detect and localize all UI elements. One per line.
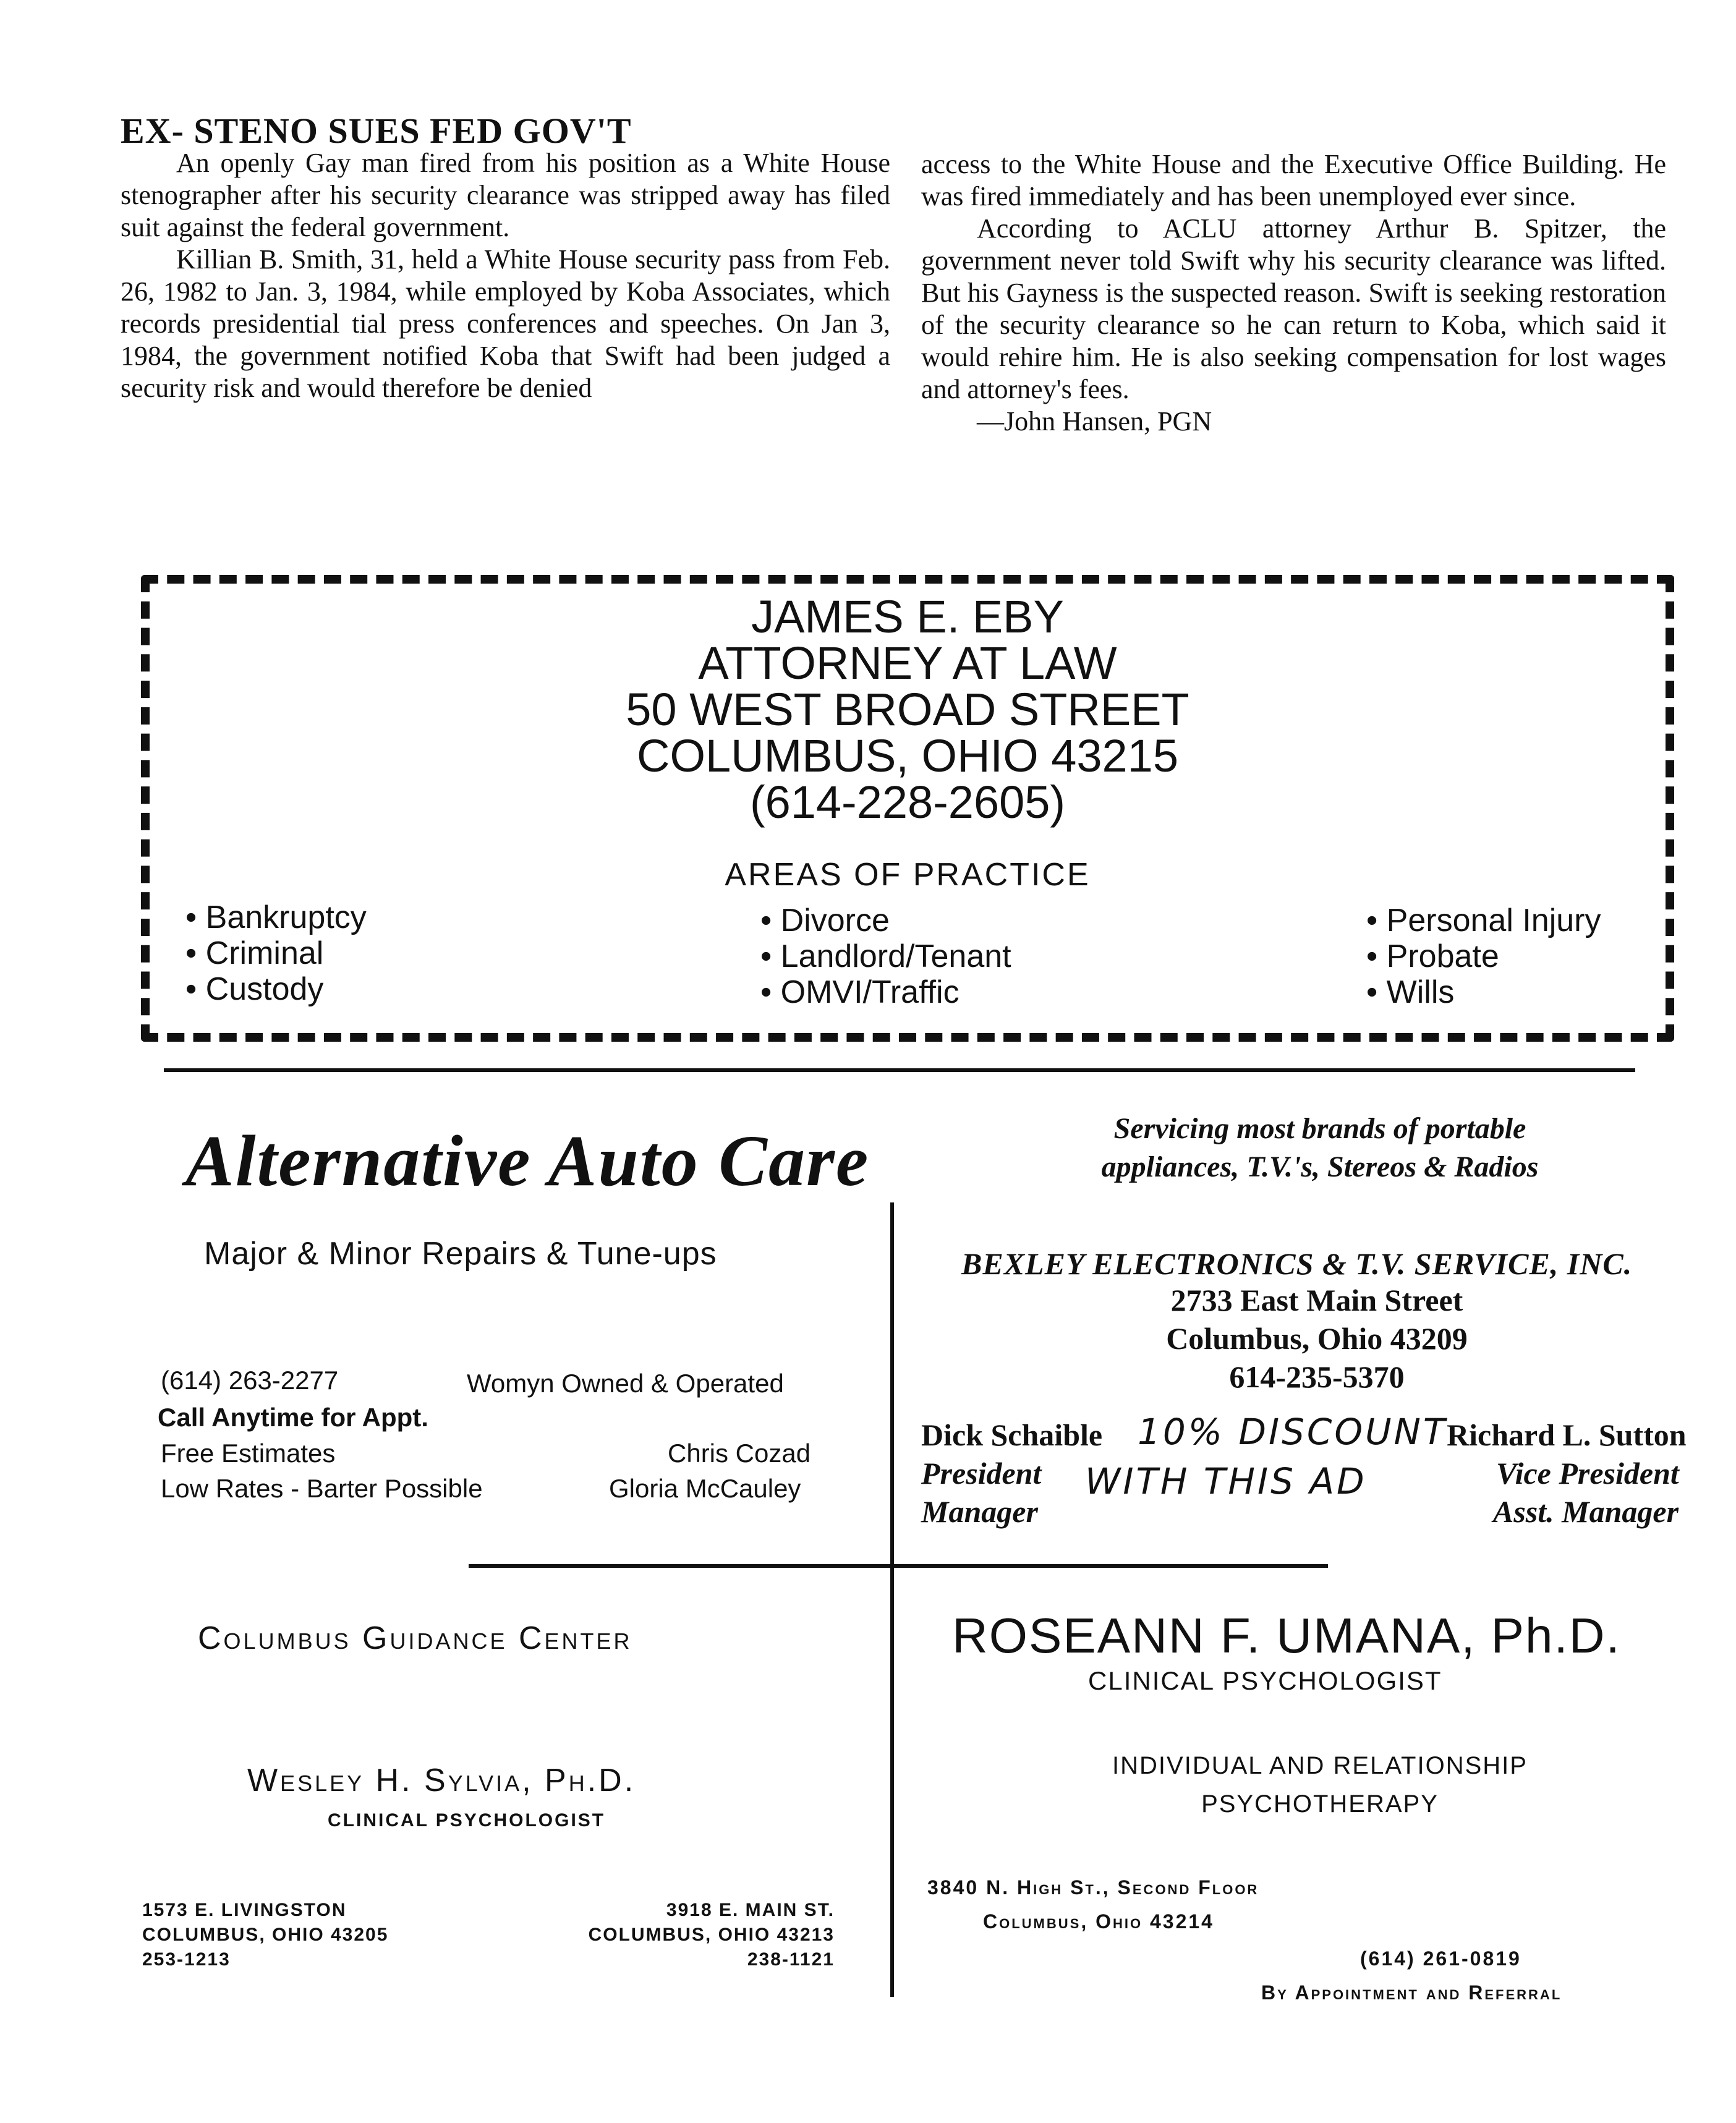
auto-care-contact: Chris Cozad xyxy=(668,1439,811,1468)
top-ad-divider xyxy=(164,1068,1635,1072)
umana-services xyxy=(964,1746,1675,1823)
guidance-city: COLUMBUS, OHIO 43213 xyxy=(588,1925,835,1945)
auto-care-logo: Alternative Auto Care xyxy=(185,1120,870,1201)
bexley-phone: 614-235-5370 xyxy=(1229,1359,1405,1394)
practice-item: • Wills xyxy=(1366,974,1601,1010)
bexley-city: Columbus, Ohio 43209 xyxy=(1166,1321,1468,1356)
attorney-ad-header xyxy=(141,591,1674,828)
attorney-phone: (614-228-2605) xyxy=(749,776,1066,828)
bexley-street: 2733 East Main Street xyxy=(1170,1283,1463,1317)
attorney-street: 50 WEST BROAD STREET xyxy=(626,684,1189,735)
auto-care-contact: Gloria McCauley xyxy=(609,1474,801,1503)
practice-list-3 xyxy=(1366,903,1601,1010)
guidance-address-2 xyxy=(538,1898,835,1972)
auto-care-owned: Womyn Owned & Operated xyxy=(467,1369,784,1398)
bexley-servicing-line: appliances, T.V.'s, Stereos & Radios xyxy=(1101,1151,1539,1183)
bexley-person: Dick Schaible xyxy=(921,1418,1103,1452)
auto-care-call: Call Anytime for Appt. xyxy=(158,1403,428,1432)
attorney-city: COLUMBUS, OHIO 43215 xyxy=(637,730,1178,781)
guidance-phone: 253-1213 xyxy=(142,1949,231,1970)
article-headline: EX- STENO SUES FED GOV'T xyxy=(121,111,632,151)
bexley-person-title: President xyxy=(921,1456,1042,1491)
auto-care-rates: Low Rates - Barter Possible xyxy=(161,1474,483,1503)
umana-city: Columbus, Ohio 43214 xyxy=(983,1910,1214,1933)
bexley-servicing-line: Servicing most brands of portable xyxy=(1113,1112,1526,1145)
bexley-person-title: Asst. Manager xyxy=(1493,1494,1679,1529)
umana-appointment: By Appointment and Referral xyxy=(1261,1981,1562,2004)
guidance-city: COLUMBUS, OHIO 43205 xyxy=(142,1925,389,1945)
guidance-street: 1573 E. LIVINGSTON xyxy=(142,1900,347,1920)
practice-item: • OMVI/Traffic xyxy=(760,974,1011,1010)
practice-list-2 xyxy=(760,903,1011,1010)
bexley-person: Richard L. Sutton xyxy=(1447,1418,1687,1452)
bexley-name: BEXLEY ELECTRONICS & T.V. SERVICE, INC. xyxy=(961,1246,1633,1281)
bexley-person-title: Manager xyxy=(921,1494,1038,1529)
bexley-address xyxy=(964,1281,1669,1396)
umana-service-line: PSYCHOTHERAPY xyxy=(1201,1790,1439,1818)
auto-care-phone: (614) 263-2277 xyxy=(161,1366,339,1395)
umana-phone: (614) 261-0819 xyxy=(1360,1947,1521,1970)
practice-item: • Personal Injury xyxy=(1366,903,1601,938)
guidance-doctor-title: CLINICAL PSYCHOLOGIST xyxy=(328,1810,606,1831)
article-right-column xyxy=(921,148,1666,438)
umana-title: CLINICAL PSYCHOLOGIST xyxy=(1088,1666,1442,1695)
middle-ad-divider xyxy=(469,1564,1328,1568)
handwritten-discount: 10% DISCOUNT xyxy=(1138,1411,1448,1453)
umana-service-line: INDIVIDUAL AND RELATIONSHIP xyxy=(1112,1752,1528,1779)
areas-of-practice-title: AREAS OF PRACTICE xyxy=(725,857,1091,893)
practice-item: • Divorce xyxy=(760,903,1011,938)
practice-list-1 xyxy=(185,900,367,1007)
article-paragraph: An openly Gay man fired from his position as a White House stenographer after his security clearance was stripped away has filed suit against the federal government. xyxy=(121,148,890,242)
auto-care-subtitle: Major & Minor Repairs & Tune-ups xyxy=(204,1236,717,1272)
guidance-address-1 xyxy=(142,1898,388,1972)
practice-item: • Probate xyxy=(1366,938,1601,974)
practice-item: • Bankruptcy xyxy=(185,900,367,935)
guidance-doctor: Wesley H. Sylvia, Ph.D. xyxy=(247,1763,636,1798)
guidance-street: 3918 E. MAIN ST. xyxy=(666,1900,835,1920)
article-paragraph: Killian B. Smith, 31, held a White House security pass from Feb. 26, 1982 to Jan. 3, 1984, while employed by Koba Associates, which records presidential tial press conferences and speeches. On Jan 3, 1984, the government notified Koba that Swift had been judged a security risk and would therefore be denied xyxy=(121,244,890,403)
article-byline: —John Hansen, PGN xyxy=(977,406,1212,436)
practice-item: • Custody xyxy=(185,971,367,1007)
auto-care-free: Free Estimates xyxy=(161,1439,336,1468)
article-paragraph: access to the White House and the Executive Office Building. He was fired immediately and has been unemployed ever since. xyxy=(921,149,1666,211)
practice-item: • Criminal xyxy=(185,935,367,971)
article-paragraph: According to ACLU attorney Arthur B. Spitzer, the government never told Swift why his security clearance was lifted. But his Gayness is the suspected reason. Swift is seeking restoration of the security clearance so he can return to Koba, which said it would rehire him. He is also seeking compensation for lost wages and attorney's fees. xyxy=(921,213,1666,404)
handwritten-note: WITH THIS AD xyxy=(1085,1460,1367,1502)
practice-item: • Landlord/Tenant xyxy=(760,938,1011,974)
guidance-phone: 238-1121 xyxy=(747,1949,835,1970)
attorney-title: ATTORNEY AT LAW xyxy=(698,637,1117,689)
attorney-name: JAMES E. EBY xyxy=(751,591,1064,642)
article-left-column xyxy=(121,147,890,404)
umana-name: ROSEANN F. UMANA, Ph.D. xyxy=(952,1608,1621,1663)
vertical-ad-divider xyxy=(890,1202,894,1997)
bexley-person-title: Vice President xyxy=(1496,1456,1679,1491)
bexley-servicing xyxy=(964,1110,1675,1186)
guidance-center-name: Columbus Guidance Center xyxy=(198,1620,632,1656)
umana-address: 3840 N. High St., Second Floor xyxy=(927,1876,1259,1899)
